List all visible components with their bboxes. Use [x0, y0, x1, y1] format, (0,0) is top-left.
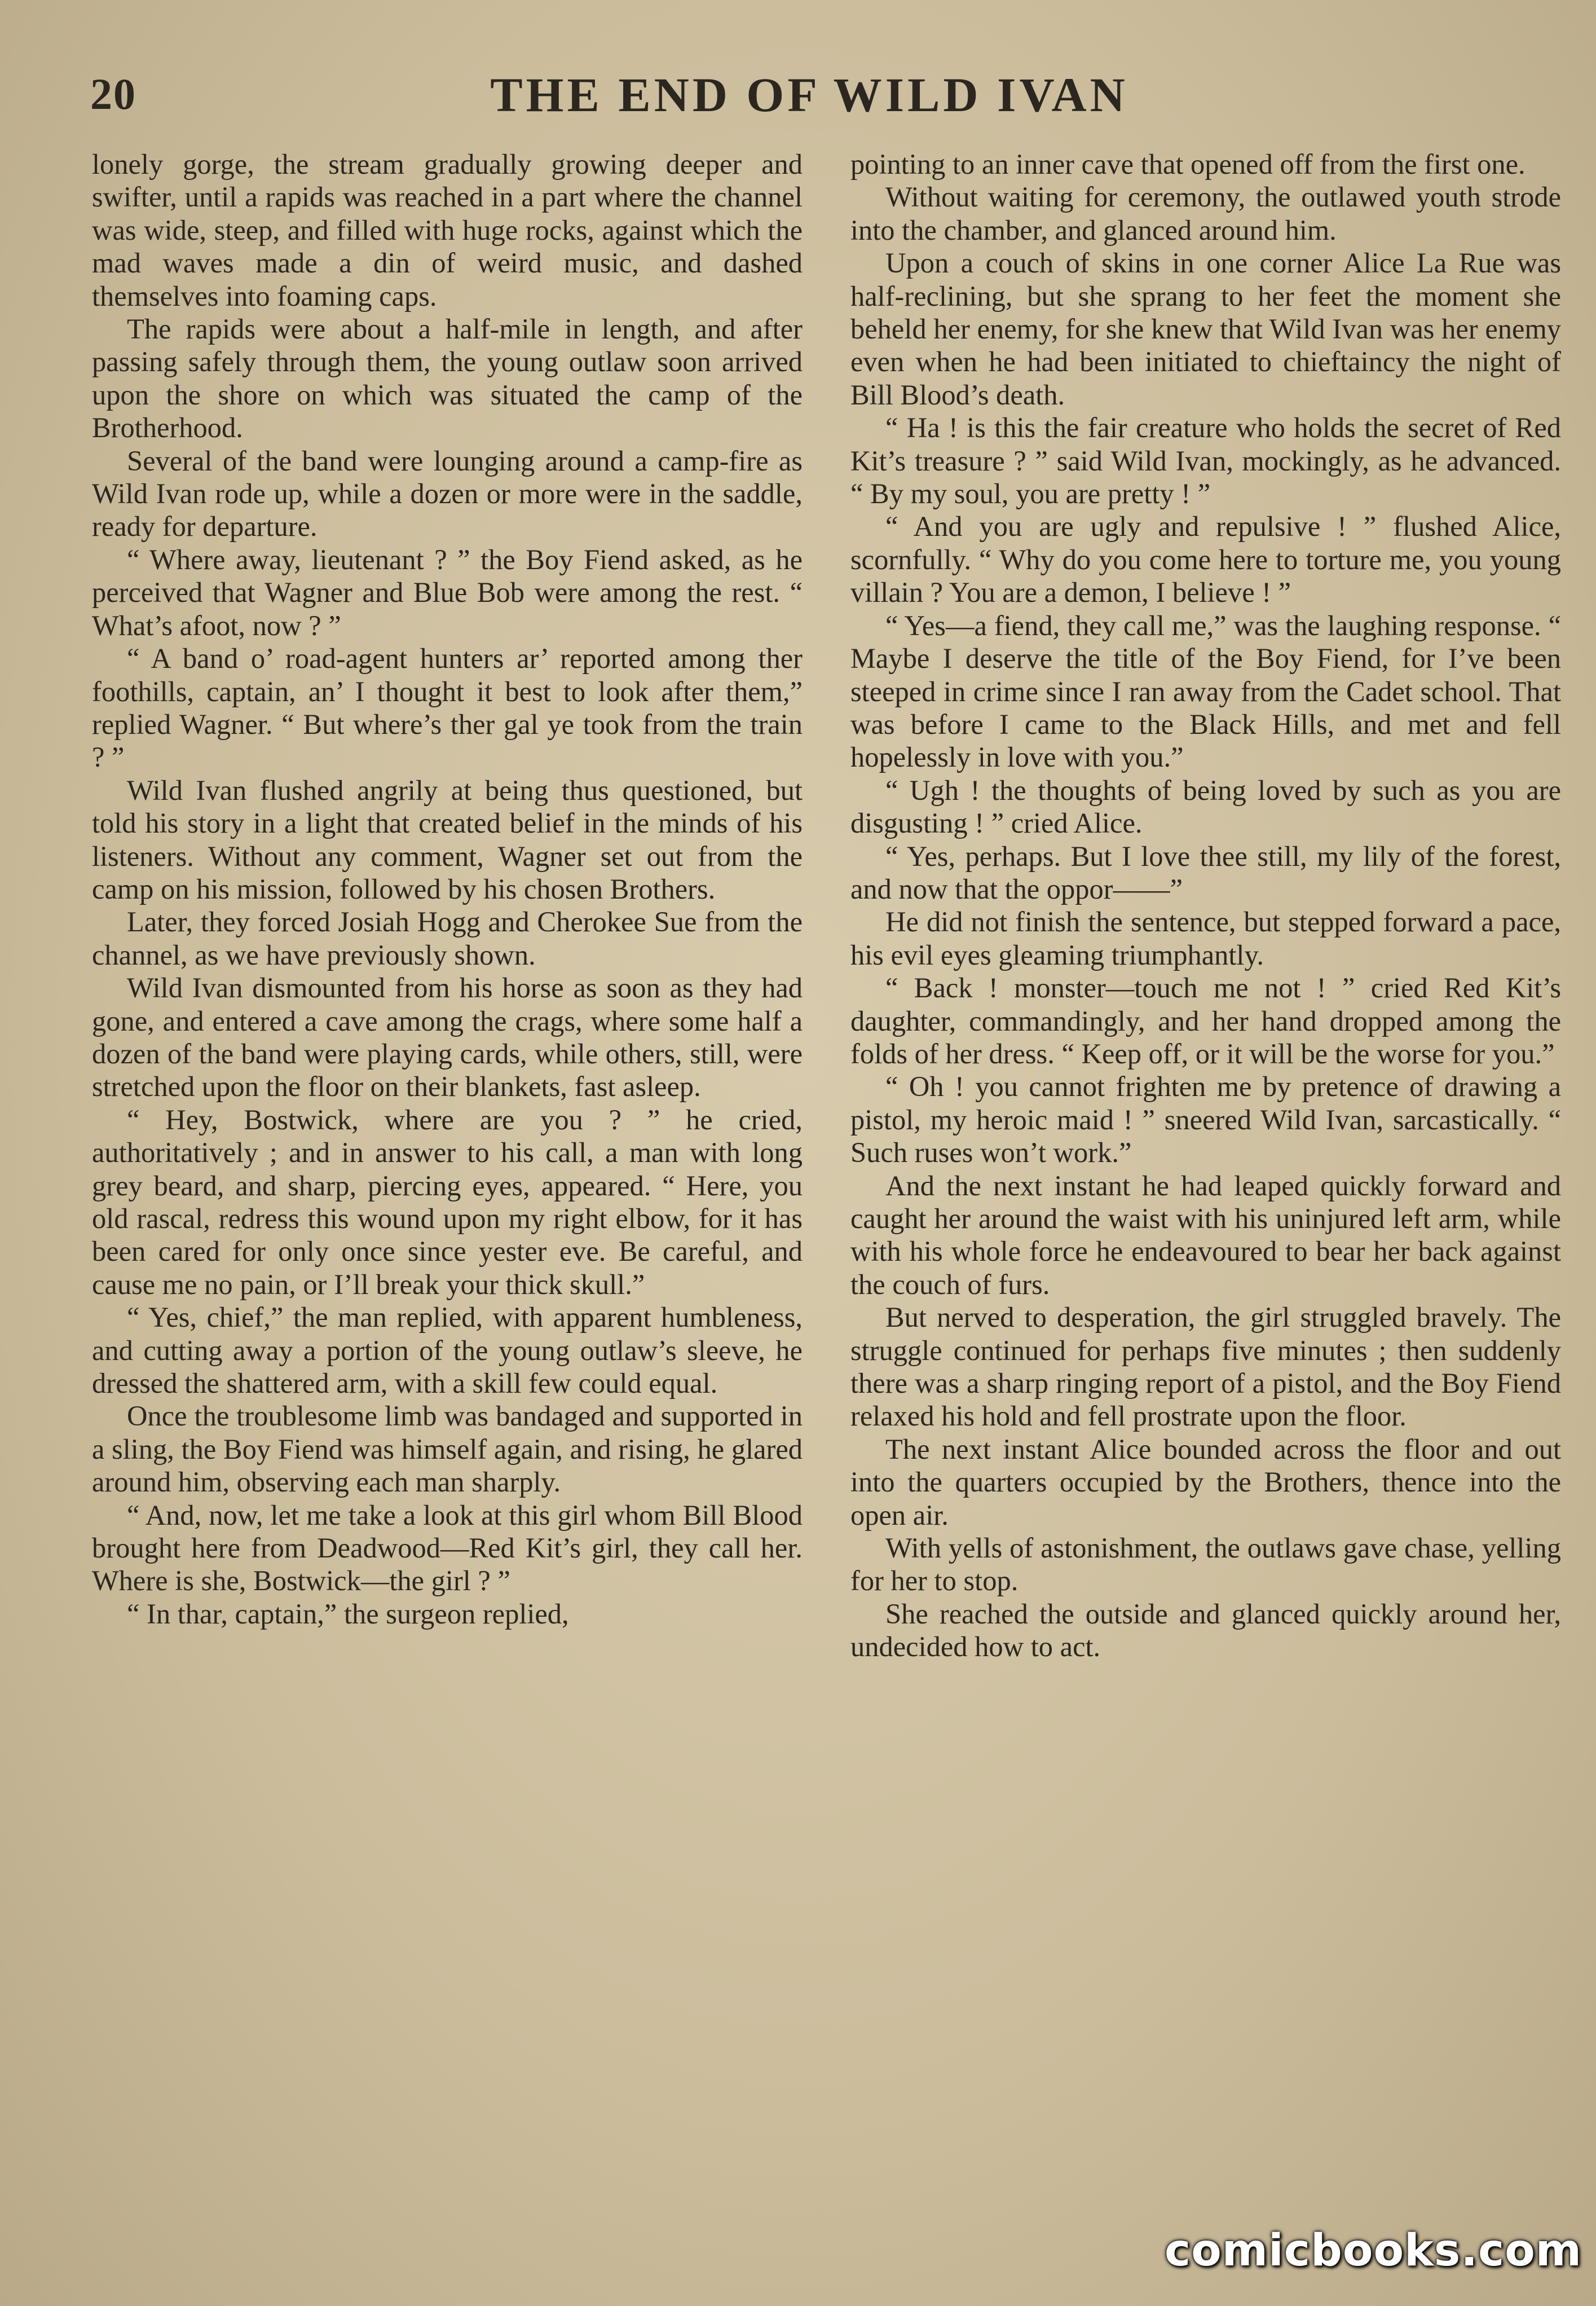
- paragraph: And the next instant he had leaped quickly forward and caught her around the waist with his uninjured left arm, while with his whole force he endeavoured to bear her back against the couch of furs.: [850, 1169, 1561, 1300]
- right-column: [850, 148, 1561, 1664]
- paragraph: Upon a couch of skins in one corner Alice La Rue was half-reclining, but she sprang to her feet the moment she beheld her enemy, for she knew that Wild Ivan was her enemy even when he had been initiated to chieftaincy the night of Bill Blood’s death.: [850, 247, 1561, 411]
- paragraph: “ And, now, let me take a look at this girl whom Bill Blood brought here from Deadwood—Red Kit’s girl, they call her. Where is she, Bostwick—the girl ? ”: [92, 1499, 803, 1597]
- paragraph: “ And you are ugly and repulsive ! ” flushed Alice, scornfully. “ Why do you come here to torture me, you young villain ? You are a demon, I believe ! ”: [850, 511, 1561, 609]
- paragraph: “ A band o’ road-agent hunters ar’ reported among ther foothills, captain, an’ I thought it best to look after them,” replied Wagner. “ But where’s ther gal ye took from the train ? ”: [92, 642, 803, 773]
- paragraph: Several of the band were lounging around a camp-fire as Wild Ivan rode up, while a dozen or more were in the saddle, ready for departure.: [92, 445, 803, 543]
- paragraph: She reached the outside and glanced quickly around her, undecided how to act.: [850, 1598, 1561, 1663]
- paragraph: “ Where away, lieutenant ? ” the Boy Fiend asked, as he perceived that Wagner and Blue Bob were among the rest. “ What’s afoot, now ? ”: [92, 543, 803, 641]
- paragraph: But nerved to desperation, the girl struggled bravely. The struggle continued for perhaps five minutes ; then suddenly there was a sharp ringing report of a pistol, and the Boy Fiend relaxed his hold and fell prostrate upon the floor.: [850, 1301, 1561, 1432]
- page-number: 20: [90, 69, 136, 118]
- paragraph: lonely gorge, the stream gradually growing deeper and swifter, until a rapids was reached in a part where the channel was wide, steep, and filled with huge rocks, against which the mad waves made a din of weird music, and dashed themselves into foaming caps.: [92, 148, 803, 312]
- paragraph: pointing to an inner cave that opened off from the first one.: [850, 148, 1526, 180]
- paragraph: Without waiting for ceremony, the outlawed youth strode into the chamber, and glanced around him.: [850, 181, 1561, 246]
- paragraph: He did not finish the sentence, but stepped forward a pace, his evil eyes gleaming triumphantly.: [850, 906, 1561, 971]
- paragraph: “ Yes, chief,” the man replied, with apparent humbleness, and cutting away a portion of the young outlaw’s sleeve, he dressed the shattered arm, with a skill few could equal.: [92, 1301, 803, 1400]
- paragraph: “ Ugh ! the thoughts of being loved by such as you are disgusting ! ” cried Alice.: [850, 774, 1561, 839]
- watermark: comicbooks.com: [1164, 2225, 1582, 2276]
- paragraph: “ Ha ! is this the fair creature who holds the secret of Red Kit’s treasure ? ” said Wild Ivan, mockingly, as he advanced. “ By my soul, you are pretty ! ”: [850, 412, 1561, 510]
- paragraph: Later, they forced Josiah Hogg and Cherokee Sue from the channel, as we have previously shown.: [92, 906, 803, 971]
- paragraph: “ Hey, Bostwick, where are you ? ” he cried, authoritatively ; and in answer to his call, a man with long grey beard, and sharp, piercing eyes, appeared. “ Here, you old rascal, redress this wound upon my right elbow, for it has been cared for only once since yester eve. Be careful, and cause me no pain, or I’ll break your thick skull.”: [92, 1103, 803, 1300]
- paragraph: “ Yes—a fiend, they call me,” was the laughing response. “ Maybe I deserve the title of the Boy Fiend, for I’ve been steeped in crime since I ran away from the Cadet school. That was before I came to the Black Hills, and met and fell hopelessly in love with you.”: [850, 609, 1561, 773]
- left-column: [92, 148, 803, 1630]
- paragraph: “ In thar, captain,” the surgeon replied,: [127, 1598, 569, 1630]
- paragraph: The rapids were about a half-mile in length, and after passing safely through them, the young outlaw soon arrived upon the shore on which was situated the camp of the Brotherhood.: [92, 313, 803, 444]
- paragraph: “ Back ! monster—touch me not ! ” cried Red Kit’s daughter, commandingly, and her hand dropped among the folds of her dress. “ Keep off, or it will be the worse for you.”: [850, 972, 1561, 1070]
- paragraph: Wild Ivan flushed angrily at being thus questioned, but told his story in a light that created belief in the minds of his listeners. Without any comment, Wagner set out from the camp on his mission, followed by his chosen Brothers.: [92, 774, 803, 905]
- running-title: THE END OF WILD IVAN: [490, 68, 1128, 122]
- paragraph: With yells of astonishment, the outlaws gave chase, yelling for her to stop.: [850, 1532, 1561, 1597]
- paragraph: “ Yes, perhaps. But I love thee still, my lily of the forest, and now that the oppor——”: [850, 840, 1561, 905]
- paragraph: Wild Ivan dismounted from his horse as soon as they had gone, and entered a cave among the crags, where some half a dozen of the band were playing cards, while others, still, were stretched upon the floor on their blankets, fast asleep.: [92, 972, 803, 1103]
- paragraph: Once the troublesome limb was bandaged and supported in a sling, the Boy Fiend was himself again, and rising, he glared around him, observing each man sharply.: [92, 1400, 803, 1498]
- paragraph: The next instant Alice bounded across the floor and out into the quarters occupied by the Brothers, thence into the open air.: [850, 1433, 1561, 1531]
- paragraph: “ Oh ! you cannot frighten me by pretence of drawing a pistol, my heroic maid ! ” sneered Wild Ivan, sarcastically. “ Such ruses won’t work.”: [850, 1071, 1561, 1169]
